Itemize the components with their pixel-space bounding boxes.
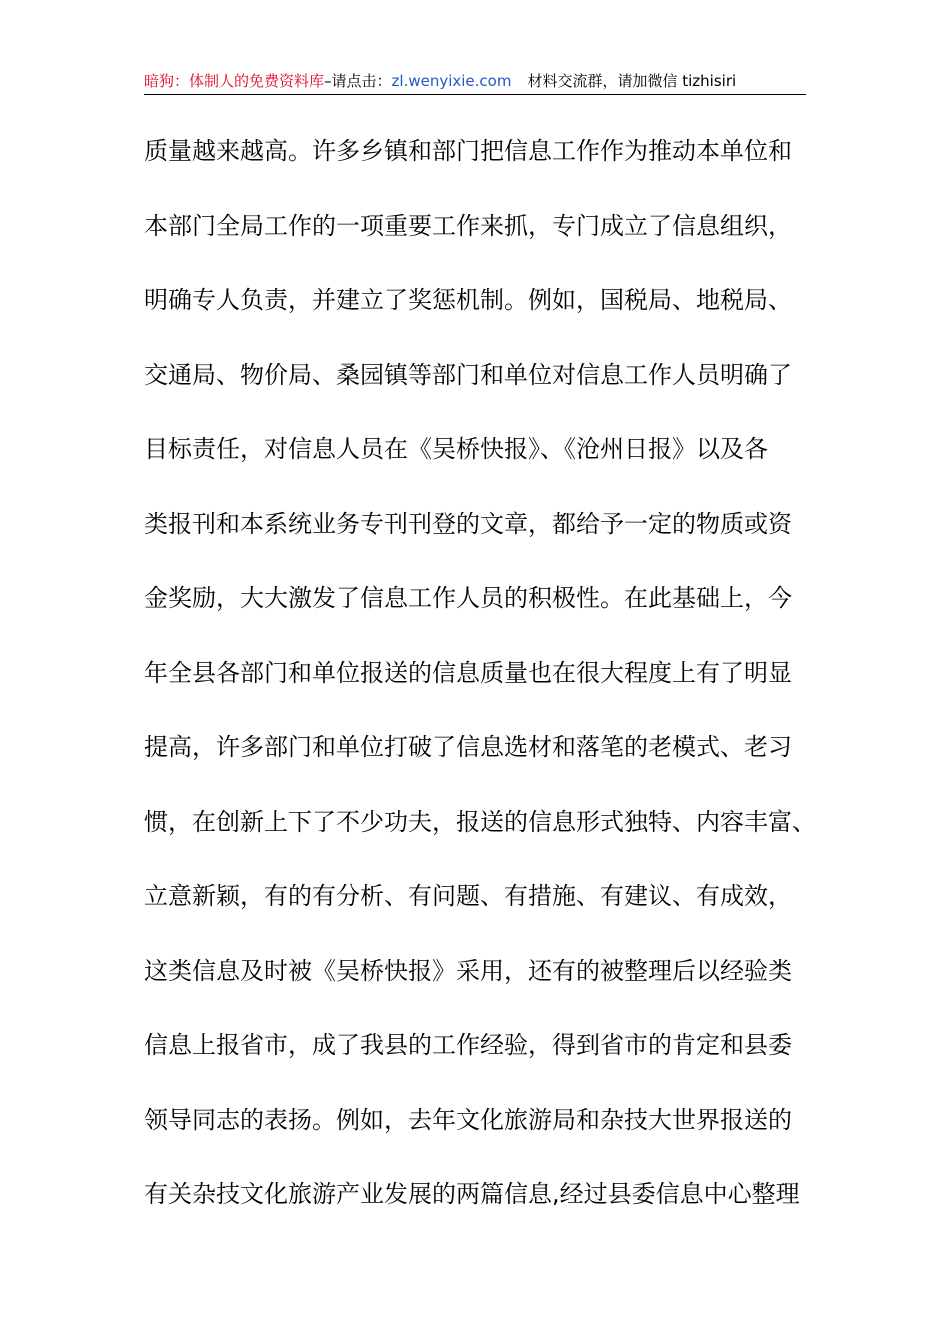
header-prompt: –请点击： (324, 72, 392, 90)
body-line: 年全县各部门和单位报送的信息质量也在很大程度上有了明显 (144, 658, 792, 687)
body-line: 信息上报省市，成了我县的工作经验，得到省市的肯定和县委 (144, 1031, 792, 1059)
body-line: 立意新颖，有的有分析、有问题、有措施、有建议、有成效， (144, 882, 792, 910)
header-brand: 暗狗：体制人的免费资料库 (144, 72, 325, 90)
body-line: 质量越来越高。许多乡镇和部门把信息工作作为推动本单位和 (144, 137, 792, 165)
body-line: 明确专人负责，并建立了奖惩机制。例如，国税局、地税局、 (144, 286, 792, 314)
body-line: 领导同志的表扬。例如，去年文化旅游局和杂技大世界报送的 (144, 1105, 792, 1134)
body-line: 本部门全局工作的一项重要工作来抓，专门成立了信息组织， (144, 211, 792, 240)
body-line: 金奖励，大大激发了信息工作人员的积极性。在此基础上，今 (144, 584, 792, 612)
document-body (144, 128, 816, 1246)
body-line: 惯，在创新上下了不少功夫，报送的信息形式独特、内容丰富、 (144, 807, 816, 836)
header-url-link[interactable]: zl.wenyixie.com (391, 72, 512, 90)
body-line: 交通局、物价局、桑园镇等部门和单位对信息工作人员明确了 (144, 360, 792, 389)
body-line: 目标责任，对信息人员在《吴桥快报》、《沧州日报》以及各 (144, 435, 768, 463)
body-line: 提高，许多部门和单位打破了信息选材和落笔的老模式、老习 (144, 733, 792, 761)
header-group-info: 材料交流群，请加微信 tizhisiri (527, 72, 737, 90)
page-header (144, 70, 806, 95)
body-line: 类报刊和本系统业务专刊刊登的文章，都给予一定的物质或资 (144, 509, 792, 538)
body-line: 有关杂技文化旅游产业发展的两篇信息,经过县委信息中心整理 (144, 1180, 800, 1208)
body-line: 这类信息及时被《吴桥快报》采用，还有的被整理后以经验类 (144, 956, 792, 985)
